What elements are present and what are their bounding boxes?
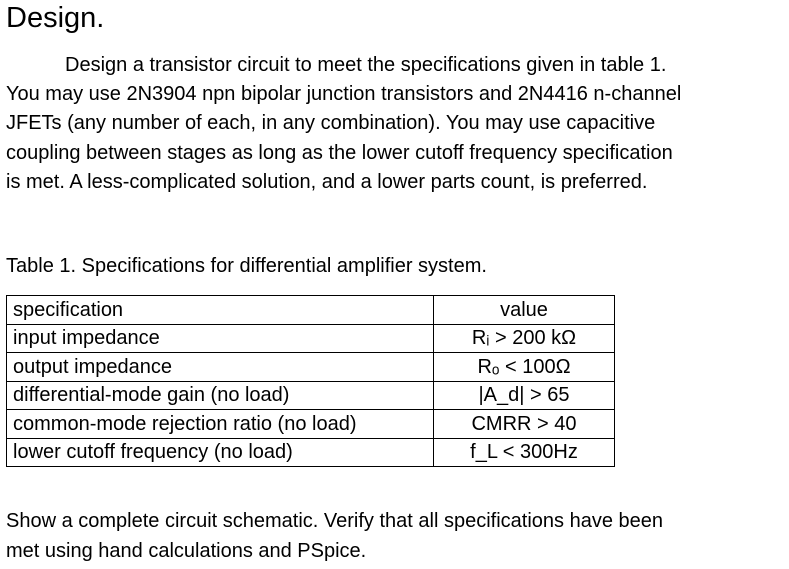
intro-line-1: Design a transistor circuit to meet the specifications given in table 1. [65,54,667,76]
table-caption: Table 1. Specifications for differential amplifier system. [6,255,487,277]
value-cell: Rₒ < 100Ω [434,353,615,382]
column-header-value: value [434,296,615,325]
table-row [7,438,615,467]
table-row [7,353,615,382]
footer-line-2: met using hand calculations and PSpice. [6,539,367,562]
intro-line-3: JFETs (any number of each, in any combination). You may use capacitive [6,112,656,135]
page-title: Design. [6,2,105,34]
intro-line-5: is met. A less-complicated solution, and a lower parts count, is preferred. [6,170,648,193]
table-row [7,324,615,353]
spec-cell: common-mode rejection ratio (no load) [7,410,434,439]
footer-line-1: Show a complete circuit schematic. Verify that all specifications have been [6,510,663,532]
spec-cell: input impedance [7,324,434,353]
instructions-paragraph [6,507,786,566]
value-cell: CMRR > 40 [434,410,615,439]
intro-line-2: You may use 2N3904 npn bipolar junction transistors and 2N4416 n-channel [6,83,682,106]
spec-cell: output impedance [7,353,434,382]
table-row [7,381,615,410]
intro-paragraph [6,51,786,197]
intro-line-4: coupling between stages as long as the lower cutoff frequency specification [6,141,673,164]
column-header-specification: specification [7,296,434,325]
spec-cell: differential-mode gain (no load) [7,381,434,410]
specifications-table [6,295,615,467]
table-header-row [7,296,615,325]
value-cell: Rᵢ > 200 kΩ [434,324,615,353]
value-cell: |A_d| > 65 [434,381,615,410]
value-cell: f_L < 300Hz [434,438,615,467]
table-row [7,410,615,439]
spec-cell: lower cutoff frequency (no load) [7,438,434,467]
